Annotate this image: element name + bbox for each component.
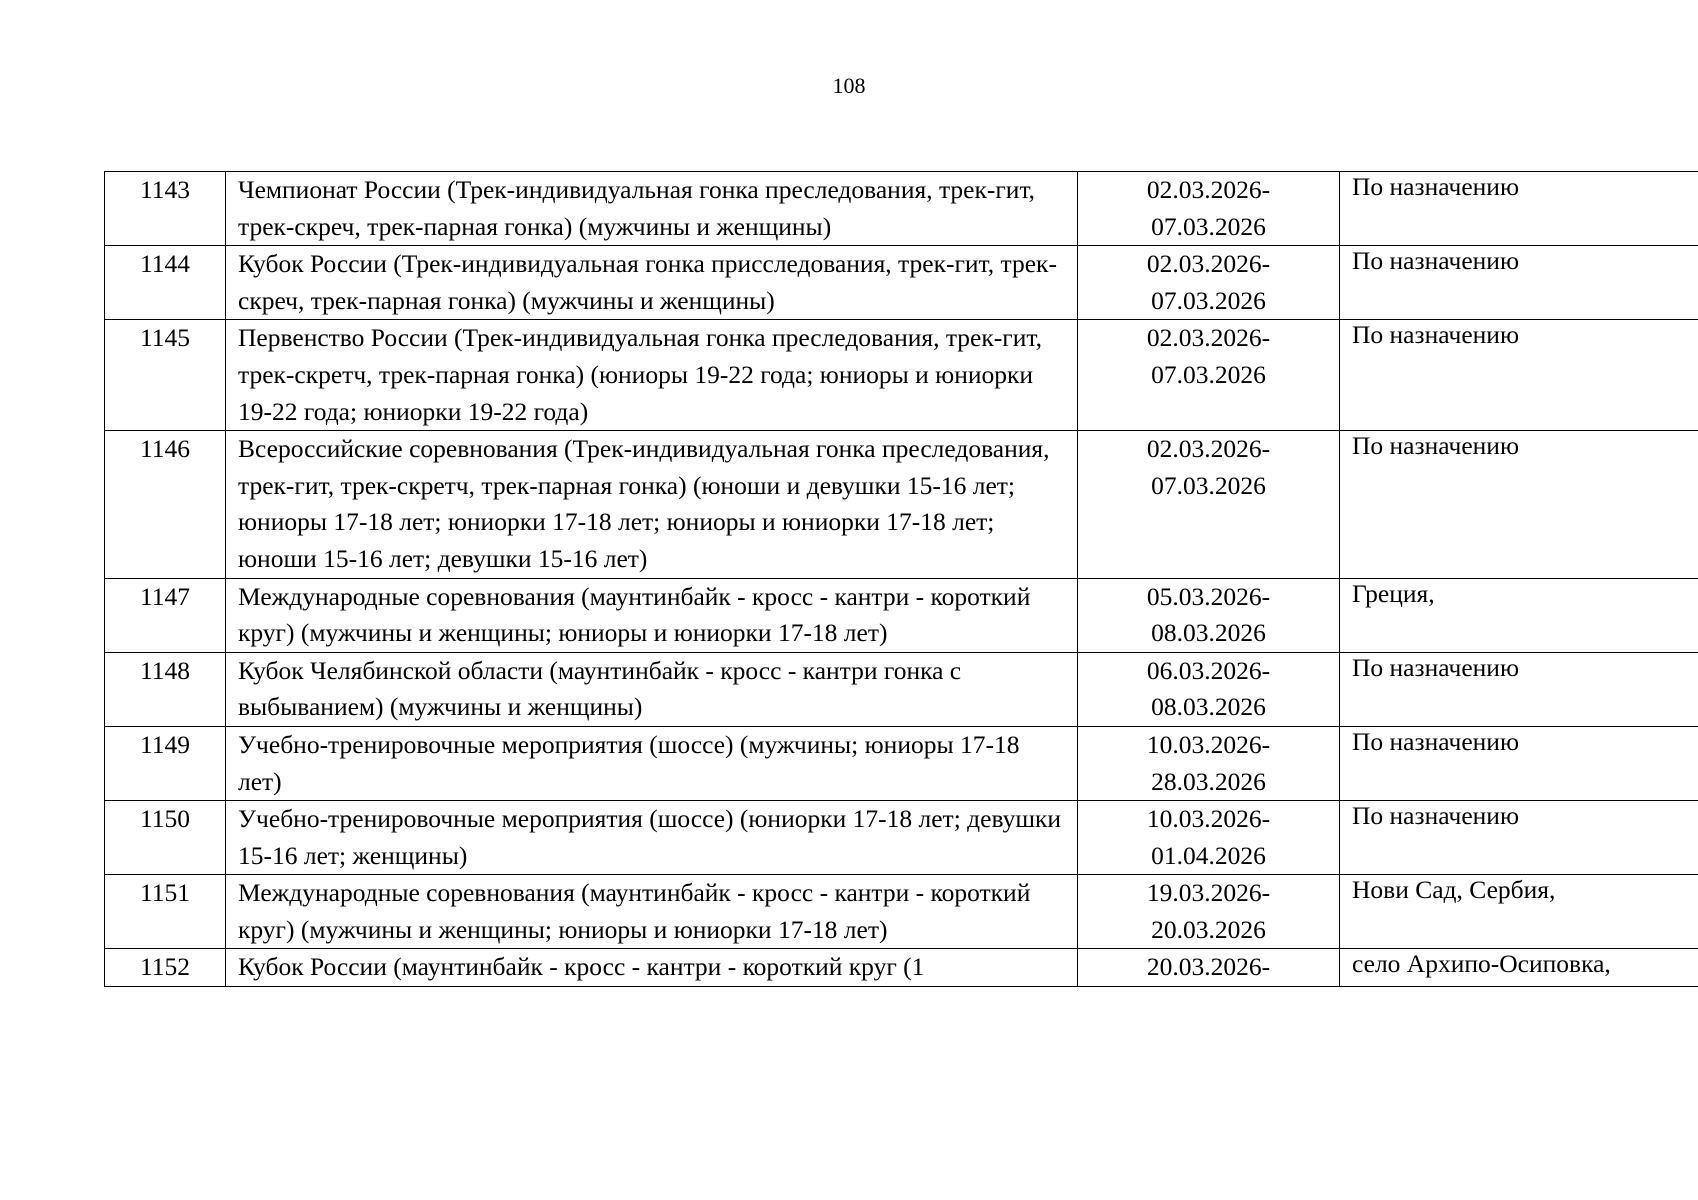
event-place xyxy=(1340,949,1698,987)
event-name: Первенство России (Трек-индивидуальная гонка преследования, трек-гит, трек-скретч, трек-парная гонка) (юниоры 19-22 года; юниоры и юниорки 19-22 года; юниорки 19-22 года) xyxy=(226,320,1078,431)
date-start: 10.03.2026- xyxy=(1146,729,1271,759)
date-start: 19.03.2026- xyxy=(1146,878,1271,908)
event-place xyxy=(1340,652,1698,726)
table-row xyxy=(105,246,1698,320)
page-number: 108 xyxy=(832,73,866,98)
date-start: 02.03.2026- xyxy=(1146,434,1271,464)
date-end: 07.03.2026 xyxy=(1151,470,1266,500)
event-dates xyxy=(1078,726,1340,800)
event-place xyxy=(1340,801,1698,875)
event-dates xyxy=(1078,949,1340,987)
event-dates xyxy=(1078,172,1340,246)
date-start: 02.03.2026- xyxy=(1146,323,1271,353)
event-name: Учебно-тренировочные мероприятия (шоссе) (юниорки 17-18 лет; девушки 15-16 лет; женщины) xyxy=(226,801,1078,875)
event-place xyxy=(1340,431,1698,578)
date-end: 07.03.2026 xyxy=(1151,359,1266,389)
event-place xyxy=(1340,246,1698,320)
event-name: Учебно-тренировочные мероприятия (шоссе) (мужчины; юниоры 17-18 лет) xyxy=(226,726,1078,800)
event-number: 1145 xyxy=(105,320,226,431)
event-name: Кубок Челябинской области (маунтинбайк - кросс - кантри гонка с выбыванием) (мужчины и женщины) xyxy=(226,652,1078,726)
date-start: 05.03.2026- xyxy=(1146,581,1271,611)
date-end: 08.03.2026 xyxy=(1151,692,1266,722)
event-dates xyxy=(1078,246,1340,320)
event-place xyxy=(1340,875,1698,949)
table-row xyxy=(105,172,1698,246)
table-row xyxy=(105,875,1698,949)
place-text: По назначению xyxy=(1352,246,1520,276)
table-row xyxy=(105,801,1698,875)
place-text: По назначению xyxy=(1352,801,1520,831)
event-place xyxy=(1340,726,1698,800)
place-text: село Архипо-Осиповка, xyxy=(1352,949,1611,979)
date-start: 06.03.2026- xyxy=(1146,655,1271,685)
place-text: По назначению xyxy=(1352,726,1520,756)
date-end: 20.03.2026 xyxy=(1151,914,1266,944)
event-name: Международные соревнования (маунтинбайк - кросс - кантри - короткий круг) (мужчины и женщины; юниоры и юниорки 17-18 лет) xyxy=(226,875,1078,949)
event-number: 1151 xyxy=(105,875,226,949)
event-number: 1143 xyxy=(105,172,226,246)
event-number: 1144 xyxy=(105,246,226,320)
event-number: 1149 xyxy=(105,726,226,800)
place-text: По назначению xyxy=(1352,431,1520,461)
event-name: Всероссийские соревнования (Трек-индивидуальная гонка преследования, трек-гит, трек-скретч, трек-парная гонка) (юноши и девушки 15-16 лет; юниоры 17-18 лет; юниорки 17-18 лет; юниоры и юниорки 17-18 лет; юноши 15-16 лет; девушки 15-16 лет) xyxy=(226,431,1078,578)
event-number: 1146 xyxy=(105,431,226,578)
event-number: 1147 xyxy=(105,578,226,652)
event-dates xyxy=(1078,578,1340,652)
table-row xyxy=(105,320,1698,431)
place-text: По назначению xyxy=(1352,320,1520,350)
event-place xyxy=(1340,320,1698,431)
event-dates xyxy=(1078,320,1340,431)
event-name: Чемпионат России (Трек-индивидуальная гонка преследования, трек-гит, трек-скреч, трек-парная гонка) (мужчины и женщины) xyxy=(226,172,1078,246)
table-row xyxy=(105,431,1698,578)
event-name: Кубок России (Трек-индивидуальная гонка присследования, трек-гит, трек-скреч, трек-парная гонка) (мужчины и женщины) xyxy=(226,246,1078,320)
date-end: 07.03.2026 xyxy=(1151,285,1266,315)
date-end: 07.03.2026 xyxy=(1151,211,1266,241)
table-row xyxy=(105,652,1698,726)
event-number: 1150 xyxy=(105,801,226,875)
date-end: 08.03.2026 xyxy=(1151,618,1266,648)
date-start: 02.03.2026- xyxy=(1146,249,1271,279)
table-row xyxy=(105,726,1698,800)
date-end: 28.03.2026 xyxy=(1151,766,1266,796)
event-dates xyxy=(1078,801,1340,875)
date-start: 02.03.2026- xyxy=(1146,175,1271,204)
event-number: 1148 xyxy=(105,652,226,726)
event-name: Кубок России (маунтинбайк - кросс - кантри - короткий круг (1 xyxy=(226,949,1078,987)
place-text: По назначению xyxy=(1352,172,1520,201)
place-text: Греция, xyxy=(1352,578,1435,608)
event-dates xyxy=(1078,652,1340,726)
table-row xyxy=(105,949,1698,987)
event-dates xyxy=(1078,875,1340,949)
event-place xyxy=(1340,172,1698,246)
events-table xyxy=(104,171,1698,987)
place-text: По назначению xyxy=(1352,652,1520,682)
event-dates xyxy=(1078,431,1340,578)
date-start: 20.03.2026- xyxy=(1146,952,1271,982)
event-place xyxy=(1340,578,1698,652)
place-text: Нови Сад, Сербия, xyxy=(1352,875,1556,905)
date-end: 01.04.2026 xyxy=(1151,840,1266,870)
table-row xyxy=(105,578,1698,652)
date-start: 10.03.2026- xyxy=(1146,804,1271,834)
event-number: 1152 xyxy=(105,949,226,987)
event-name: Международные соревнования (маунтинбайк - кросс - кантри - короткий круг) (мужчины и женщины; юниоры и юниорки 17-18 лет) xyxy=(226,578,1078,652)
